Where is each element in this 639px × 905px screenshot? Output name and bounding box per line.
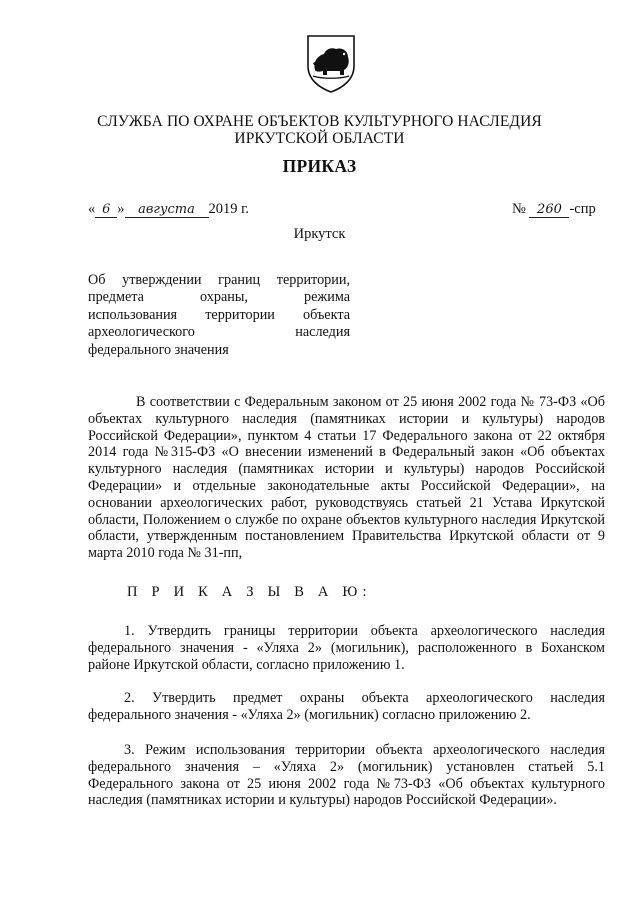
subject-line: предмета охраны, режима [88, 289, 350, 306]
document-city: Иркутск [293, 226, 346, 242]
date-year: 2019 г. [208, 201, 250, 217]
quote-close: » [117, 201, 125, 217]
organization-name-line-1: СЛУЖБА ПО ОХРАНЕ ОБЪЕКТОВ КУЛЬТУРНОГО НАСЛЕДИЯ [97, 113, 542, 130]
order-item-text: 2. Утвердить предмет охраны объекта археологического наследия федерального значения - «Уляха 2» (могильник) согласно приложению 2. [88, 690, 605, 723]
date-day: 6 [95, 202, 117, 218]
number-suffix: -спр [569, 201, 596, 217]
order-item [88, 623, 605, 673]
order-item-text: 3. Режим использования территории объекта археологического наследия федерального значения – «Уляха 2» (могильник) установлен статьей 5.1 Федерального закона от 25 июня 2002 года №73-ФЗ «Об объектах культурного наследия (памятниках истории и культуры) народов Российской Федерации». [88, 742, 605, 809]
preamble-paragraph [88, 394, 605, 562]
subject-line: археологического наследия [88, 324, 350, 341]
number-value: 260 [529, 202, 569, 218]
subject-line: Об утверждении границ территории, [88, 272, 350, 288]
order-item-text: 1. Утвердить границы территории объекта археологического наследия федерального значения - «Уляха 2» (могильник), расположенного в Боханском районе Иркутской области, согласно приложению 1. [88, 623, 605, 673]
subject-line: федерального значения [88, 341, 229, 358]
preamble-text: В соответствии с Федеральным законом от 25 июня 2002 года № 73-ФЗ «Об объектах культурного наследия (памятниках истории и культуры) народов Российской Федерации», пунктом 4 статьи 17 Федерального закона от 22 октября 2014 года №315-ФЗ «О внесении изменений в Федеральный закон «Об объектах культурного наследия (памятниках истории и культуры) народов Российской Федерации» и отдельные законодательные акты Российской Федерации», на основании археологических работ, руководствуясь статьей 21 Устава Иркутской области, Положением о службе по охране объектов культурного наследия Иркутской области, утвержденным постановлением Правительства Иркутской области от 9 марта 2010 года № 31-пп, [88, 394, 605, 562]
date-month: августа [125, 202, 209, 218]
document-number [512, 201, 596, 218]
order-item [88, 690, 605, 724]
number-prefix: № [512, 201, 526, 217]
irkutsk-coat-of-arms-icon [300, 32, 362, 94]
subject-line: использования территории объекта [88, 306, 350, 323]
organization-name-line-2: ИРКУТСКОЙ ОБЛАСТИ [234, 130, 405, 147]
order-item [88, 742, 605, 809]
order-heading: П Р И К А З Ы В А Ю: [127, 584, 372, 600]
document-title: ПРИКАЗ [282, 156, 357, 176]
document-subject [88, 272, 350, 359]
document-date [88, 201, 249, 218]
quote-open: « [88, 201, 96, 217]
